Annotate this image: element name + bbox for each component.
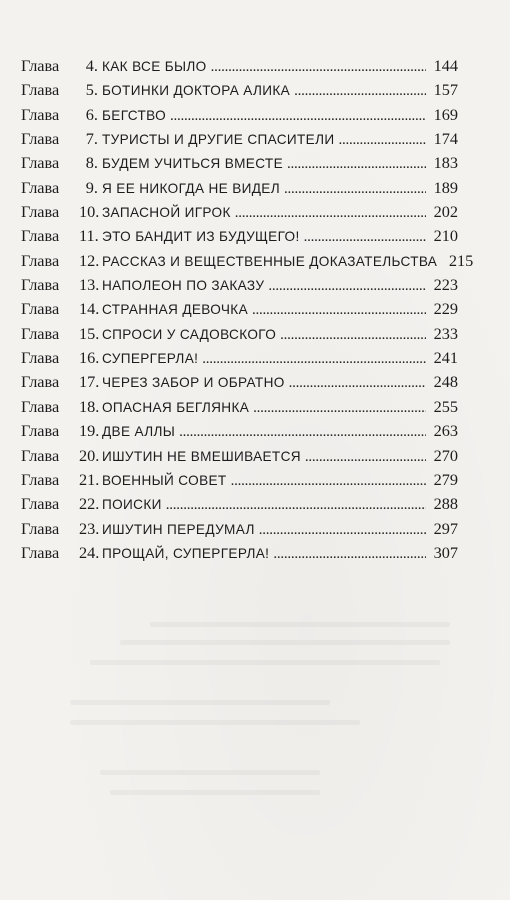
chapter-word: Глава [21, 80, 60, 100]
chapter-title: ПРОЩАЙ, СУПЕРГЕРЛА! [102, 545, 270, 561]
toc-entry [21, 370, 458, 394]
chapter-word: Глава [21, 56, 60, 75]
chapter-word: Глава [21, 153, 60, 173]
dot-leader [166, 493, 426, 517]
toc-entry [21, 176, 458, 200]
chapter-number: 18. [79, 396, 100, 416]
chapter-title: ЭТО БАНДИТ ИЗ БУДУЩЕГО! [102, 229, 300, 245]
chapter-number: 20. [79, 445, 100, 465]
chapter-title: КАК ВСЕ БЫЛО [102, 59, 207, 74]
chapter-word: Глава [21, 202, 60, 222]
chapter-number: 16. [79, 348, 100, 368]
dot-leader [294, 79, 426, 103]
chapter-word: Глава [21, 494, 60, 514]
toc-entry [21, 249, 474, 273]
chapter-title: ПОИСКИ [102, 497, 162, 513]
dot-leader [273, 542, 426, 566]
chapter-number: 12. [79, 250, 100, 270]
toc-entry [21, 224, 458, 248]
chapter-page-number: 169 [433, 104, 458, 124]
chapter-number: 6. [85, 104, 98, 124]
chapter-number: 5. [85, 80, 98, 100]
toc-entry [21, 322, 458, 346]
chapter-page-number: 210 [433, 226, 458, 246]
chapter-title: СТРАННАЯ ДЕВОЧКА [102, 302, 248, 318]
toc-entry [21, 444, 458, 468]
dot-leader [339, 128, 427, 152]
chapter-page-number: 183 [433, 153, 458, 173]
chapter-word: Глава [21, 372, 60, 392]
dot-leader [284, 177, 426, 201]
dot-leader [304, 225, 426, 249]
chapter-word: Глава [21, 396, 60, 416]
toc-entry [21, 103, 458, 127]
chapter-word: Глава [21, 348, 60, 368]
toc-entry [21, 200, 458, 224]
show-through-line [90, 660, 440, 665]
chapter-page-number: 255 [433, 396, 458, 416]
chapter-number: 24. [79, 542, 100, 562]
dot-leader [252, 298, 426, 322]
chapter-page-number: 174 [433, 129, 458, 149]
toc-entry [21, 273, 458, 297]
toc-entry [21, 346, 458, 370]
chapter-title: Я ЕЕ НИКОГДА НЕ ВИДЕЛ [102, 180, 280, 196]
chapter-page-number: 215 [448, 250, 474, 270]
chapter-number: 21. [79, 469, 100, 489]
dot-leader [287, 152, 426, 176]
chapter-title: СПРОСИ У САДОВСКОГО [102, 326, 277, 342]
chapter-number: 7. [85, 129, 98, 149]
chapter-title: НАПОЛЕОН ПО ЗАКАЗУ [102, 278, 265, 294]
chapter-page-number: 233 [433, 323, 458, 343]
show-through-line [70, 700, 330, 705]
chapter-title: РАССКАЗ И ВЕЩЕСТВЕННЫЕ ДОКАЗАТЕЛЬСТВА [102, 253, 438, 269]
chapter-word: Глава [21, 518, 60, 538]
chapter-word: Глава [21, 469, 60, 489]
chapter-page-number: 263 [433, 421, 458, 441]
show-through-line [120, 640, 450, 645]
toc-entry [21, 541, 458, 565]
toc-entry [21, 517, 458, 541]
dot-leader [170, 104, 426, 128]
show-through-line [110, 790, 320, 795]
chapter-word: Глава [21, 226, 60, 246]
chapter-title: ДВЕ АЛЛЫ [102, 424, 176, 440]
toc-entry [21, 127, 458, 151]
chapter-page-number: 202 [433, 202, 458, 222]
chapter-word: Глава [21, 445, 60, 465]
show-through-line [70, 720, 360, 725]
chapter-page-number: 229 [433, 299, 458, 319]
chapter-word: Глава [21, 275, 60, 295]
chapter-title: СУПЕРГЕРЛА! [102, 351, 199, 367]
toc-entry [21, 297, 458, 321]
chapter-word: Глава [21, 129, 60, 149]
chapter-title: ВОЕННЫЙ СОВЕТ [102, 472, 227, 488]
chapter-title: ОПАСНАЯ БЕГЛЯНКА [102, 399, 250, 415]
chapter-page-number: 270 [433, 445, 458, 465]
chapter-number: 8. [85, 153, 98, 173]
chapter-page-number: 279 [433, 469, 458, 489]
chapter-word: Глава [21, 421, 60, 441]
toc-entry [21, 419, 458, 443]
toc-entry [21, 468, 458, 492]
dot-leader [179, 420, 426, 444]
chapter-title: БОТИНКИ ДОКТОРА АЛИКА [102, 83, 291, 99]
chapter-title: ИШУТИН НЕ ВМЕШИВАЕТСЯ [102, 448, 301, 464]
chapter-word: Глава [21, 542, 60, 562]
chapter-page-number: 157 [433, 80, 458, 100]
dot-leader [202, 347, 426, 371]
chapter-title: ИШУТИН ПЕРЕДУМАЛ [102, 521, 255, 537]
dot-leader [231, 469, 426, 493]
dot-leader [268, 274, 426, 298]
dot-leader [280, 323, 426, 347]
chapter-word: Глава [21, 250, 60, 270]
chapter-number: 17. [79, 372, 100, 392]
chapter-number: 10. [79, 202, 100, 222]
chapter-page-number: 223 [433, 275, 458, 295]
chapter-page-number: 144 [433, 56, 458, 75]
dot-leader [259, 518, 426, 542]
chapter-title: ЗАПАСНОЙ ИГРОК [102, 205, 231, 221]
show-through-line [100, 770, 320, 775]
dot-leader [235, 201, 426, 225]
dot-leader [289, 371, 426, 395]
chapter-number: 4. [85, 56, 98, 75]
chapter-number: 13. [79, 275, 100, 295]
dot-leader [211, 55, 426, 79]
chapter-word: Глава [21, 104, 60, 124]
dot-leader [253, 396, 426, 420]
chapter-title: БЕГСТВО [102, 107, 167, 123]
chapter-number: 15. [79, 323, 100, 343]
chapter-number: 11. [79, 226, 99, 246]
toc-entry [21, 395, 458, 419]
chapter-page-number: 189 [433, 177, 458, 197]
chapter-number: 19. [79, 421, 100, 441]
chapter-number: 23. [79, 518, 100, 538]
show-through-line [150, 622, 450, 627]
chapter-word: Глава [21, 323, 60, 343]
chapter-page-number: 297 [433, 518, 458, 538]
toc-entry [21, 54, 458, 78]
chapter-word: Глава [21, 299, 60, 319]
chapter-title: ЧЕРЕЗ ЗАБОР И ОБРАТНО [102, 375, 285, 391]
chapter-page-number: 307 [433, 542, 458, 562]
chapter-number: 14. [79, 299, 100, 319]
chapter-title: ТУРИСТЫ И ДРУГИЕ СПАСИТЕЛИ [102, 132, 335, 148]
chapter-number: 9. [85, 177, 98, 197]
toc-entry [21, 78, 458, 102]
dot-leader [305, 445, 426, 469]
chapter-page-number: 248 [433, 372, 458, 392]
chapter-page-number: 288 [433, 494, 458, 514]
toc-entry [21, 492, 458, 516]
table-of-contents [21, 54, 474, 565]
chapter-word: Глава [21, 177, 60, 197]
chapter-number: 22. [79, 494, 100, 514]
chapter-title: БУДЕМ УЧИТЬСЯ ВМЕСТЕ [102, 156, 284, 172]
chapter-page-number: 241 [433, 348, 458, 368]
toc-entry [21, 151, 458, 175]
